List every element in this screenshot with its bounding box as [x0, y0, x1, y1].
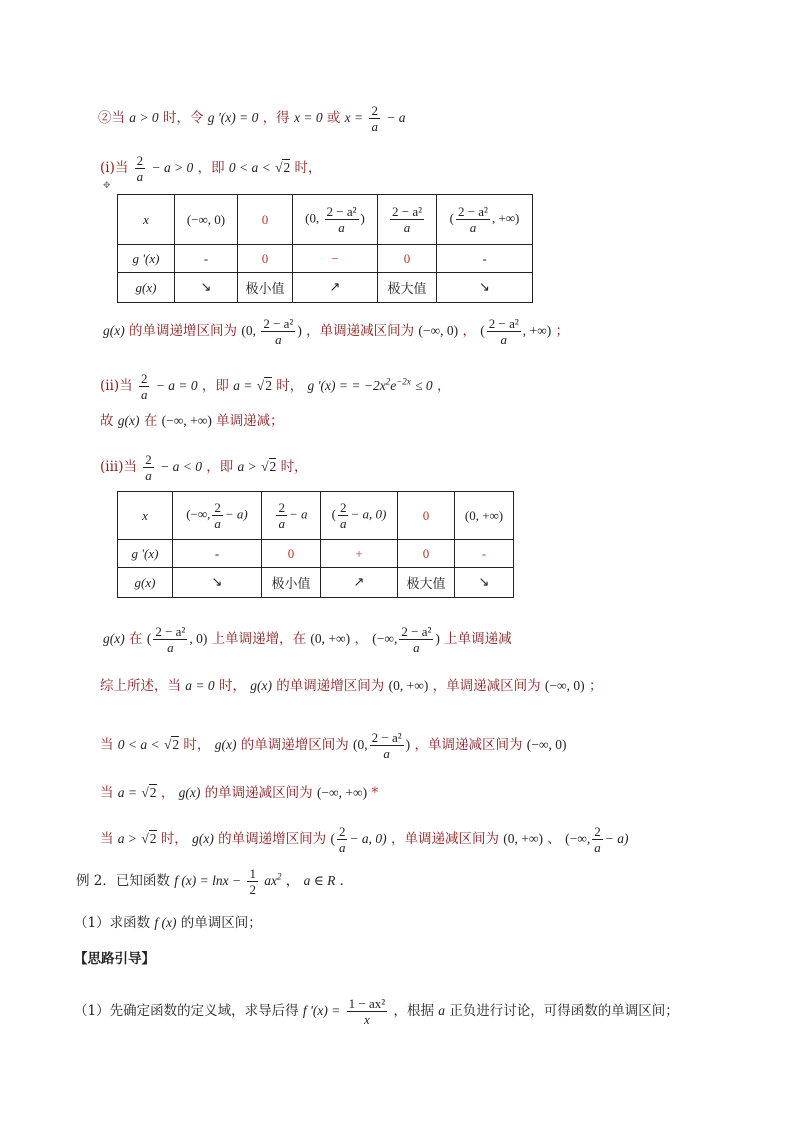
table-row: g '(x) - 0 + 0 - [118, 540, 514, 568]
conclusion-line-1: 综上所述，当 a = 0 时， g(x) 的单调递增区间为 (0, +∞) ，单调递减区间为 (−∞, 0) ； [100, 678, 603, 694]
example-2-question-1: （1）求函数 f (x) 的单调区间； [74, 915, 262, 931]
example-2-statement: 例 2．已知函数 f (x) = lnx − $\frac{1}{2}$ $ax^2$ ， a ∈ R ． [76, 866, 354, 897]
case-ii-conclusion: 故 g(x) 在 (−∞, +∞) 单调递减； [100, 413, 284, 429]
case-ii-line: (ⅱ)当 $\frac{2}{a}$ − a = 0 ，即 a = √2 时， g '(x) = = $-2x^2e^{-2x} \le 0$ ， [100, 371, 451, 402]
conclusion-line-2: 当 0 < a < √2 时， g(x) 的单调递增区间为 (0, $\frac{\text{2 − a²}}{a}$ ) ，单调递减区间为 (−∞, 0) [100, 730, 567, 761]
case-iii-line: (iii)当 $\frac{2}{a}$ − a < 0 ，即 a > √2 时， [100, 452, 308, 483]
conclusion-line-4: 当 a > √2 时， g(x) 的单调递增区间为 ( $\frac{2}{a}$ − a, 0) ，单调递减区间为 (0, +∞) 、 (−∞, $\frac{2}{a}$ − a) [100, 824, 629, 855]
table-row: g(x) ↘ 极小值 ↗ 极大值 ↘ [118, 568, 514, 598]
table-row: g(x) ↘ 极小值 ↗ 极大值 ↘ [118, 273, 533, 303]
monotonicity-table-2: x (−∞, $\frac{2}{a}$ − a) $\frac{2}{a}$ − a ( $\frac{2}{a}$ − a, 0) 0 (0, +∞) g '(x) - 0 + 0 - g(x) ↘ 极小值 ↗ 极大值 ↘ [117, 491, 514, 598]
fraction: $\frac{2}{a}$ [136, 153, 144, 184]
table-header-x: x [118, 195, 175, 245]
monotonicity-table-1: x (−∞, 0) 0 (0, $\frac{\text{2 − a²}}{a}$ ) $\frac{\text{2 − a²}}{a}$ ( $\frac{\text{2 − a²}}{a}$ , +∞) g '(x) - 0 − 0 - g(x) ↘ 极小值 ↗ 极大值 ↘ [117, 194, 533, 303]
table-header-critical: $\frac{\text{2 − a²}}{a}$ [378, 195, 437, 245]
hint-title: 【思路引导】 [74, 951, 155, 967]
table-row: g '(x) - 0 − 0 - [118, 245, 533, 273]
case-a-positive-line: ②当 a > 0 时，令 g '(x) = 0 ，得 x = 0 或 x = $\frac{2}{a}$ − a [98, 103, 406, 134]
summary-i-line: g(x) 的单调递增区间为 (0, $\frac{\text{2 − a²}}{a}$ ) ，单调递减区间为 (−∞, 0) ， ( $\frac{\text{2 − a²}}{a}$ , +∞) ； [103, 316, 570, 347]
table-header-interval-inf: ( $\frac{\text{2 − a²}}{a}$ , +∞) [437, 195, 533, 245]
table-header-interval: (0, $\frac{\text{2 − a²}}{a}$ ) [293, 195, 378, 245]
fraction: $\frac{2}{a}$ [371, 103, 378, 134]
case-marker: ②当 [98, 110, 125, 126]
conclusion-line-3: 当 a = √2 ， g(x) 的单调递减区间为 (−∞, +∞) * [100, 785, 379, 801]
table-anchor-icon: ✥ [103, 181, 111, 191]
case-i-line: (ⅰ)当 $\frac{2}{a}$ − a > 0 ，即 0 < a < √2 时， [100, 153, 322, 184]
hint-line-1: （1）先确定函数的定义域，求导后得 f '(x) = $\frac{\text{1 − ax²}}{x}$ ，根据 a 正负进行讨论，可得函数的单调区间； [74, 996, 679, 1027]
summary-iii-line: g(x) 在 ( $\frac{\text{2 − a²}}{a}$ , 0) 上单调递增，在 (0, +∞) ， (−∞, $\frac{\text{2 − a²}}{a}$ ) 上单调递减 [103, 624, 512, 655]
